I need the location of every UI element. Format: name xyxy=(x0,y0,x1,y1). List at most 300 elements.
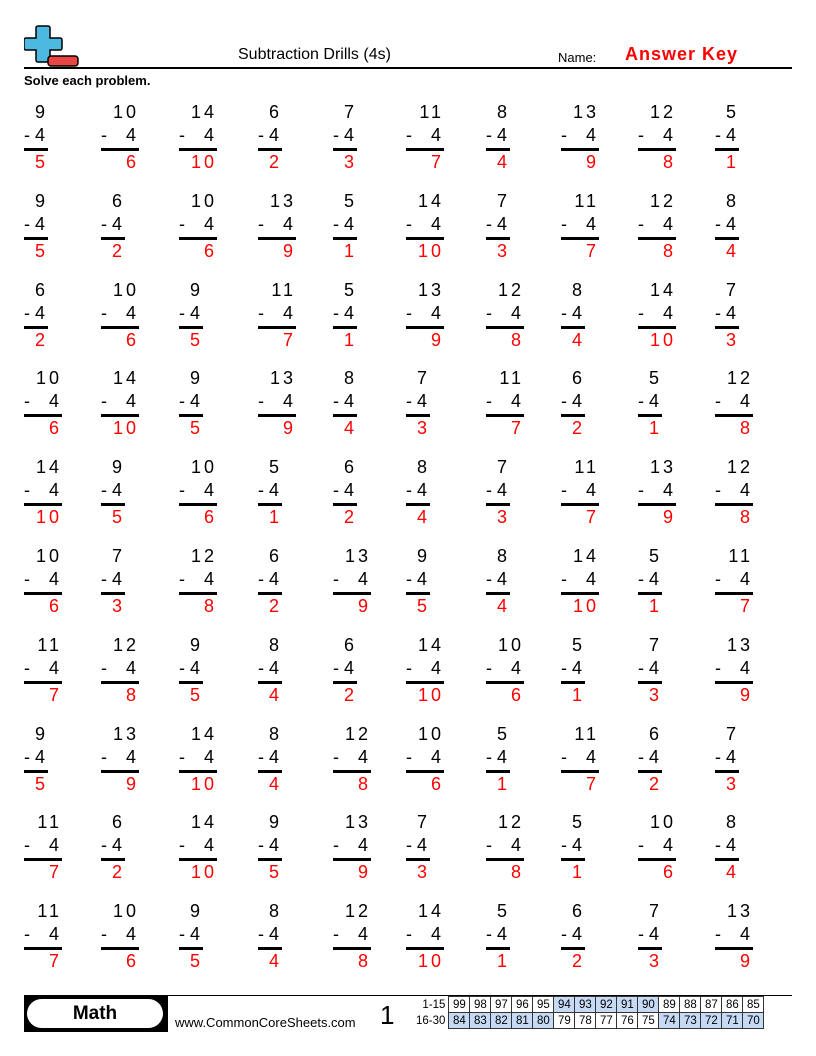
subtrahend: - 4 xyxy=(561,480,599,501)
minuend: 7 xyxy=(416,812,430,833)
minuend: 5 xyxy=(496,901,510,922)
answer: 6 xyxy=(48,418,62,439)
minuend: 11 xyxy=(574,190,599,211)
subtrahend: - 4 xyxy=(715,569,753,589)
score-cell: 95 xyxy=(533,997,554,1013)
problem xyxy=(715,366,753,438)
score-cell: 96 xyxy=(512,997,533,1013)
subtrahend: - 4 xyxy=(179,391,203,412)
answer: 7 xyxy=(585,773,599,794)
answer: 5 xyxy=(111,507,125,528)
minuend: 14 xyxy=(649,279,676,300)
problem xyxy=(561,810,585,882)
answer: 10 xyxy=(649,329,676,350)
minuend: 12 xyxy=(190,546,217,566)
answer: 6 xyxy=(662,862,676,883)
answer: 2 xyxy=(343,684,357,705)
score-cell: 89 xyxy=(659,997,680,1013)
minuend: 10 xyxy=(417,723,444,744)
minuend: 13 xyxy=(649,457,676,478)
problem xyxy=(101,100,139,172)
minuend: 7 xyxy=(416,368,430,389)
answer: 9 xyxy=(662,507,676,528)
problem xyxy=(406,810,430,882)
problem xyxy=(638,544,662,616)
problem xyxy=(179,455,217,527)
answer: 4 xyxy=(725,862,739,883)
answer: 1 xyxy=(343,240,357,261)
minuend: 7 xyxy=(343,102,357,122)
score-cell: 93 xyxy=(575,997,596,1013)
score-row xyxy=(414,997,764,1013)
minuend: 8 xyxy=(725,812,739,833)
answer: 3 xyxy=(496,240,510,261)
minuend: 13 xyxy=(344,812,371,833)
problem xyxy=(715,544,753,616)
answer: 2 xyxy=(34,329,48,350)
answer: 2 xyxy=(268,152,282,172)
problem xyxy=(333,722,371,794)
subtrahend: - 4 xyxy=(179,569,217,589)
problem xyxy=(258,455,282,527)
problem xyxy=(638,810,676,882)
problem xyxy=(486,189,510,261)
problem xyxy=(486,366,524,438)
minuend: 13 xyxy=(726,901,753,922)
subtrahend: - 4 xyxy=(101,746,139,767)
score-cell: 99 xyxy=(449,997,470,1013)
answer: 7 xyxy=(585,240,599,261)
subtrahend: - 4 xyxy=(333,835,371,856)
subtrahend: - 4 xyxy=(715,657,753,678)
answer: 1 xyxy=(648,418,662,439)
problem xyxy=(715,189,739,261)
answer: 7 xyxy=(48,862,62,883)
answer: 5 xyxy=(416,596,430,616)
problem xyxy=(258,189,296,261)
problem xyxy=(486,100,510,172)
minuend: 6 xyxy=(111,190,125,211)
score-cell: 92 xyxy=(596,997,617,1013)
answer: 5 xyxy=(189,418,203,439)
problem xyxy=(406,544,430,616)
minuend: 14 xyxy=(190,812,217,833)
subtrahend: - 4 xyxy=(715,125,739,145)
subtrahend: - 4 xyxy=(24,657,62,678)
subtrahend: - 4 xyxy=(258,746,282,767)
minuend: 8 xyxy=(725,190,739,211)
answer: 4 xyxy=(268,951,282,972)
minuend: 7 xyxy=(496,190,510,211)
problem xyxy=(486,544,510,616)
problem xyxy=(24,810,62,882)
score-cell: 80 xyxy=(533,1013,554,1029)
answer: 2 xyxy=(111,240,125,261)
minuend: 5 xyxy=(268,457,282,478)
subtrahend: - 4 xyxy=(715,924,753,945)
minuend: 6 xyxy=(571,901,585,922)
minuend: 12 xyxy=(497,812,524,833)
minuend: 9 xyxy=(34,723,48,744)
problem xyxy=(24,278,48,350)
answer: 6 xyxy=(203,240,217,261)
answer: 8 xyxy=(357,951,371,972)
problem xyxy=(179,366,203,438)
subtrahend: - 4 xyxy=(179,302,203,323)
minuend: 12 xyxy=(344,901,371,922)
answer: 8 xyxy=(662,240,676,261)
problem xyxy=(258,810,282,882)
minuend: 6 xyxy=(343,634,357,655)
problem xyxy=(715,633,753,705)
problem xyxy=(486,722,510,794)
subtrahend: - 4 xyxy=(638,746,662,767)
minuend: 9 xyxy=(189,634,203,655)
problem xyxy=(486,455,510,527)
minuend: 11 xyxy=(37,812,62,833)
problem xyxy=(333,278,357,350)
score-cell: 71 xyxy=(722,1013,743,1029)
problem xyxy=(638,189,676,261)
problem xyxy=(715,278,739,350)
minuend: 6 xyxy=(648,723,662,744)
answer: 4 xyxy=(268,684,282,705)
problem xyxy=(638,633,662,705)
minuend: 8 xyxy=(343,368,357,389)
problem xyxy=(179,544,217,616)
subtrahend: - 4 xyxy=(333,213,357,234)
subtrahend: - 4 xyxy=(179,213,217,234)
answer: 5 xyxy=(34,773,48,794)
minuend: 13 xyxy=(572,102,599,122)
subtrahend: - 4 xyxy=(638,213,676,234)
problem xyxy=(179,633,203,705)
answer: 9 xyxy=(430,329,444,350)
minuend: 11 xyxy=(728,546,753,566)
subtrahend: - 4 xyxy=(333,302,357,323)
minuend: 9 xyxy=(268,812,282,833)
problem xyxy=(333,899,371,971)
minuend: 12 xyxy=(649,102,676,122)
problem xyxy=(561,722,599,794)
score-cell: 75 xyxy=(638,1013,659,1029)
subtrahend: - 4 xyxy=(486,657,524,678)
answer: 3 xyxy=(725,773,739,794)
minuend: 14 xyxy=(417,190,444,211)
subtrahend: - 4 xyxy=(486,213,510,234)
minuend: 6 xyxy=(343,457,357,478)
answer: 6 xyxy=(125,951,139,972)
problem xyxy=(101,544,125,616)
minuend: 11 xyxy=(37,634,62,655)
problem xyxy=(179,100,217,172)
minuend: 5 xyxy=(343,190,357,211)
answer: 4 xyxy=(496,596,510,616)
minuend: 7 xyxy=(725,723,739,744)
score-cell: 79 xyxy=(554,1013,575,1029)
minuend: 5 xyxy=(648,546,662,566)
problem xyxy=(715,455,753,527)
problem xyxy=(333,100,357,172)
minuend: 7 xyxy=(111,546,125,566)
subtrahend: - 4 xyxy=(561,569,599,589)
minuend: 12 xyxy=(497,279,524,300)
score-cell: 94 xyxy=(554,997,575,1013)
problem xyxy=(24,455,62,527)
header-divider xyxy=(24,67,792,69)
problem xyxy=(333,189,357,261)
name-label: Name: xyxy=(558,50,597,65)
minuend: 5 xyxy=(571,634,585,655)
score-cell: 82 xyxy=(491,1013,512,1029)
problem xyxy=(258,722,282,794)
minuend: 6 xyxy=(268,546,282,566)
subtrahend: - 4 xyxy=(24,125,48,145)
answer: 5 xyxy=(268,862,282,883)
subtrahend: - 4 xyxy=(406,924,444,945)
score-row xyxy=(414,1013,764,1029)
answer: 6 xyxy=(430,773,444,794)
answer: 7 xyxy=(510,418,524,439)
problem xyxy=(406,722,444,794)
answer: 9 xyxy=(282,240,296,261)
name-value: Answer Key xyxy=(625,44,739,64)
subtrahend: - 4 xyxy=(101,924,139,945)
problem xyxy=(638,455,676,527)
minuend: 9 xyxy=(416,546,430,566)
subtrahend: - 4 xyxy=(638,924,662,945)
answer: 7 xyxy=(282,329,296,350)
answer: 8 xyxy=(203,596,217,616)
subtrahend: - 4 xyxy=(179,835,217,856)
answer: 4 xyxy=(571,329,585,350)
problem xyxy=(24,366,62,438)
problem xyxy=(715,810,739,882)
minuend: 10 xyxy=(112,279,139,300)
score-cell: 88 xyxy=(680,997,701,1013)
subtrahend: - 4 xyxy=(561,213,599,234)
answer: 3 xyxy=(496,507,510,528)
subtrahend: - 4 xyxy=(561,125,599,145)
subtrahend: - 4 xyxy=(101,835,125,856)
score-cell: 73 xyxy=(680,1013,701,1029)
problem xyxy=(24,189,48,261)
problem xyxy=(333,810,371,882)
minuend: 5 xyxy=(648,368,662,389)
score-table xyxy=(414,996,764,1029)
worksheet-title: Subtraction Drills (4s) xyxy=(238,46,391,63)
answer: 2 xyxy=(648,773,662,794)
score-cell: 85 xyxy=(743,997,764,1013)
plus-minus-logo-icon xyxy=(24,24,80,68)
subtrahend: - 4 xyxy=(486,924,510,945)
page-number: 1 xyxy=(380,1000,395,1030)
answer: 5 xyxy=(189,951,203,972)
answer: 4 xyxy=(268,773,282,794)
subtrahend: - 4 xyxy=(715,391,753,412)
subtrahend: - 4 xyxy=(561,924,585,945)
answer: 8 xyxy=(125,684,139,705)
minuend: 12 xyxy=(726,457,753,478)
problem xyxy=(406,100,444,172)
problem xyxy=(101,633,139,705)
minuend: 7 xyxy=(725,279,739,300)
minuend: 8 xyxy=(496,546,510,566)
minuend: 8 xyxy=(268,723,282,744)
minuend: 8 xyxy=(571,279,585,300)
problem xyxy=(406,455,430,527)
problem xyxy=(561,278,585,350)
subtrahend: - 4 xyxy=(561,302,585,323)
problem xyxy=(561,633,585,705)
subtrahend: - 4 xyxy=(24,569,62,589)
problem xyxy=(561,455,599,527)
answer: 3 xyxy=(416,418,430,439)
subtrahend: - 4 xyxy=(638,480,676,501)
subtrahend: - 4 xyxy=(638,657,662,678)
minuend: 6 xyxy=(571,368,585,389)
subtrahend: - 4 xyxy=(24,213,48,234)
answer: 8 xyxy=(357,773,371,794)
minuend: 7 xyxy=(648,901,662,922)
answer: 10 xyxy=(190,773,217,794)
problem xyxy=(258,899,282,971)
subtrahend: - 4 xyxy=(561,657,585,678)
subtrahend: - 4 xyxy=(561,391,585,412)
answer: 8 xyxy=(662,152,676,172)
answer: 2 xyxy=(111,862,125,883)
minuend: 10 xyxy=(649,812,676,833)
minuend: 6 xyxy=(34,279,48,300)
minuend: 10 xyxy=(35,546,62,566)
minuend: 12 xyxy=(649,190,676,211)
problem xyxy=(486,278,524,350)
score-cell: 77 xyxy=(596,1013,617,1029)
subtrahend: - 4 xyxy=(406,480,430,501)
minuend: 6 xyxy=(268,102,282,122)
subtrahend: - 4 xyxy=(24,391,62,412)
problem xyxy=(715,722,739,794)
subtrahend: - 4 xyxy=(638,125,676,145)
problem xyxy=(101,810,125,882)
minuend: 9 xyxy=(189,901,203,922)
score-range-label: 16-30 xyxy=(416,1014,446,1027)
subtrahend: - 4 xyxy=(561,835,585,856)
problem xyxy=(638,722,662,794)
subtrahend: - 4 xyxy=(406,391,430,412)
answer: 2 xyxy=(571,418,585,439)
answer: 9 xyxy=(357,862,371,883)
subtrahend: - 4 xyxy=(258,391,296,412)
problem xyxy=(179,189,217,261)
minuend: 13 xyxy=(344,546,371,566)
subtrahend: - 4 xyxy=(486,391,524,412)
subtrahend: - 4 xyxy=(24,924,62,945)
problem xyxy=(179,722,217,794)
answer: 7 xyxy=(585,507,599,528)
subtrahend: - 4 xyxy=(101,569,125,589)
minuend: 11 xyxy=(574,723,599,744)
problem xyxy=(561,189,599,261)
minuend: 13 xyxy=(417,279,444,300)
problem xyxy=(638,366,662,438)
problem xyxy=(24,100,48,172)
subtrahend: - 4 xyxy=(406,213,444,234)
subtrahend: - 4 xyxy=(179,746,217,767)
minuend: 9 xyxy=(34,102,48,122)
minuend: 9 xyxy=(189,279,203,300)
subtrahend: - 4 xyxy=(638,569,662,589)
minuend: 5 xyxy=(343,279,357,300)
answer: 7 xyxy=(430,152,444,172)
answer: 1 xyxy=(648,596,662,616)
subtrahend: - 4 xyxy=(406,835,430,856)
subtrahend: - 4 xyxy=(333,569,371,589)
subtrahend: - 4 xyxy=(715,480,753,501)
answer: 3 xyxy=(725,329,739,350)
minuend: 9 xyxy=(34,190,48,211)
subtrahend: - 4 xyxy=(179,657,203,678)
answer: 10 xyxy=(112,418,139,439)
minuend: 14 xyxy=(35,457,62,478)
subtrahend: - 4 xyxy=(638,835,676,856)
answer: 1 xyxy=(343,329,357,350)
problem xyxy=(101,455,125,527)
answer: 5 xyxy=(189,329,203,350)
answer: 10 xyxy=(417,684,444,705)
instructions: Solve each problem. xyxy=(24,73,151,88)
subtrahend: - 4 xyxy=(333,391,357,412)
minuend: 7 xyxy=(496,457,510,478)
score-cell: 97 xyxy=(491,997,512,1013)
answer: 8 xyxy=(510,862,524,883)
minuend: 11 xyxy=(419,102,444,122)
answer: 10 xyxy=(190,152,217,172)
answer: 5 xyxy=(34,240,48,261)
problem xyxy=(486,633,524,705)
subtrahend: - 4 xyxy=(101,125,139,145)
subtrahend: - 4 xyxy=(179,480,217,501)
minuend: 9 xyxy=(189,368,203,389)
problem xyxy=(258,278,296,350)
minuend: 14 xyxy=(417,901,444,922)
answer: 5 xyxy=(34,152,48,172)
minuend: 12 xyxy=(344,723,371,744)
answer: 6 xyxy=(125,152,139,172)
problem xyxy=(638,278,676,350)
subtrahend: - 4 xyxy=(24,480,62,501)
minuend: 12 xyxy=(112,634,139,655)
subtrahend: - 4 xyxy=(406,125,444,145)
answer: 9 xyxy=(282,418,296,439)
problem xyxy=(258,544,282,616)
answer: 1 xyxy=(571,684,585,705)
minuend: 11 xyxy=(574,457,599,478)
subtrahend: - 4 xyxy=(486,569,510,589)
score-cell: 74 xyxy=(659,1013,680,1029)
subtrahend: - 4 xyxy=(258,125,282,145)
subtrahend: - 4 xyxy=(258,657,282,678)
minuend: 13 xyxy=(269,368,296,389)
answer: 4 xyxy=(496,152,510,172)
minuend: 6 xyxy=(111,812,125,833)
answer: 9 xyxy=(739,684,753,705)
score-cell: 86 xyxy=(722,997,743,1013)
subtrahend: - 4 xyxy=(333,657,357,678)
problem xyxy=(486,810,524,882)
subtrahend: - 4 xyxy=(179,125,217,145)
subtrahend: - 4 xyxy=(258,213,296,234)
